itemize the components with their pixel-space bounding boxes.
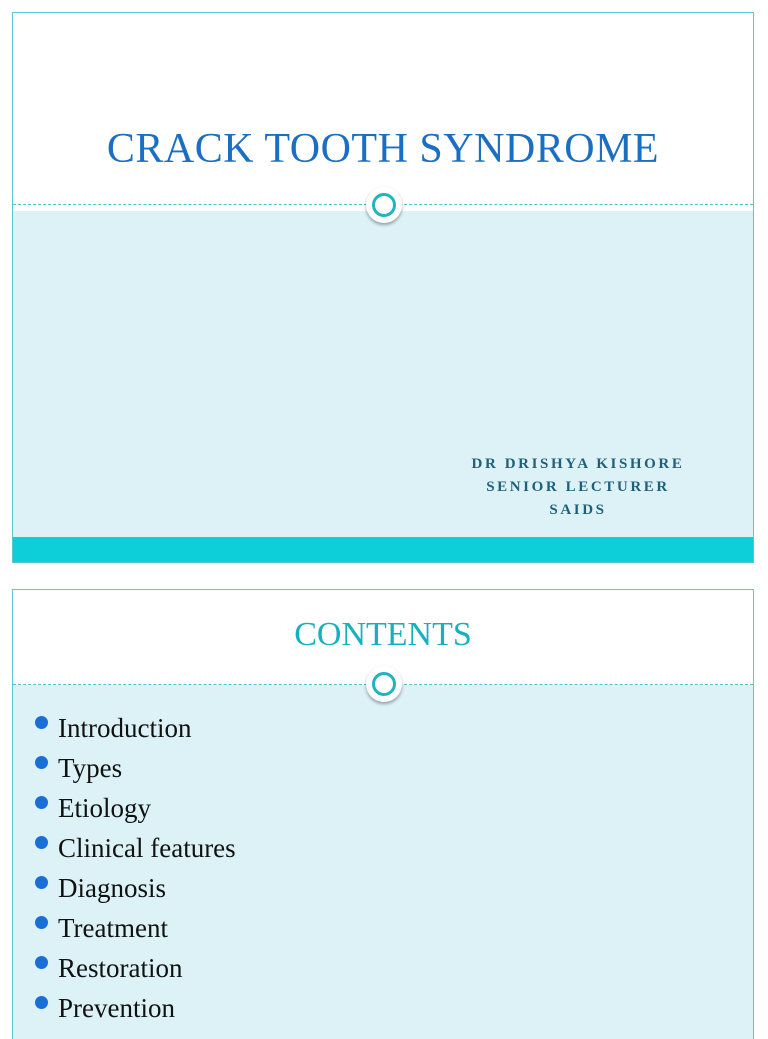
list-item-label: Treatment (58, 913, 168, 943)
list-item-label: Types (58, 753, 123, 783)
contents-slide (12, 589, 754, 1039)
list-item (33, 948, 236, 988)
list-item-label: Restoration (58, 953, 183, 983)
ring-divider-icon (366, 666, 402, 702)
bullet-dot-icon (35, 716, 48, 729)
list-item-label: Introduction (58, 713, 192, 743)
slide-title-area (13, 13, 753, 205)
list-item (33, 748, 236, 788)
list-item (33, 868, 236, 908)
list-item (33, 908, 236, 948)
list-item-label: Clinical features (58, 833, 236, 863)
list-item (33, 988, 236, 1028)
bullet-dot-icon (35, 916, 48, 929)
list-item-label: Prevention (58, 993, 175, 1023)
ring-divider-icon (366, 187, 402, 223)
bullet-dot-icon (35, 756, 48, 769)
title-slide (12, 12, 754, 563)
list-item (33, 828, 236, 868)
contents-title: CONTENTS (294, 616, 472, 653)
author-institution: SAIDS (549, 502, 607, 518)
list-item-label: Etiology (58, 793, 151, 823)
list-item (33, 708, 236, 748)
author-name: DR DRISHYA KISHORE (471, 456, 685, 472)
bullet-dot-icon (35, 876, 48, 889)
bullet-dot-icon (35, 956, 48, 969)
bullet-dot-icon (35, 996, 48, 1009)
bullet-dot-icon (35, 796, 48, 809)
list-item (33, 788, 236, 828)
presentation-title: CRACK TOOTH SYNDROME (106, 126, 660, 172)
accent-bar (13, 537, 753, 563)
bullet-dot-icon (35, 836, 48, 849)
list-item-label: Diagnosis (58, 873, 166, 903)
contents-list (33, 708, 236, 1028)
author-block (433, 453, 723, 522)
author-role: SENIOR LECTURER (486, 479, 670, 495)
